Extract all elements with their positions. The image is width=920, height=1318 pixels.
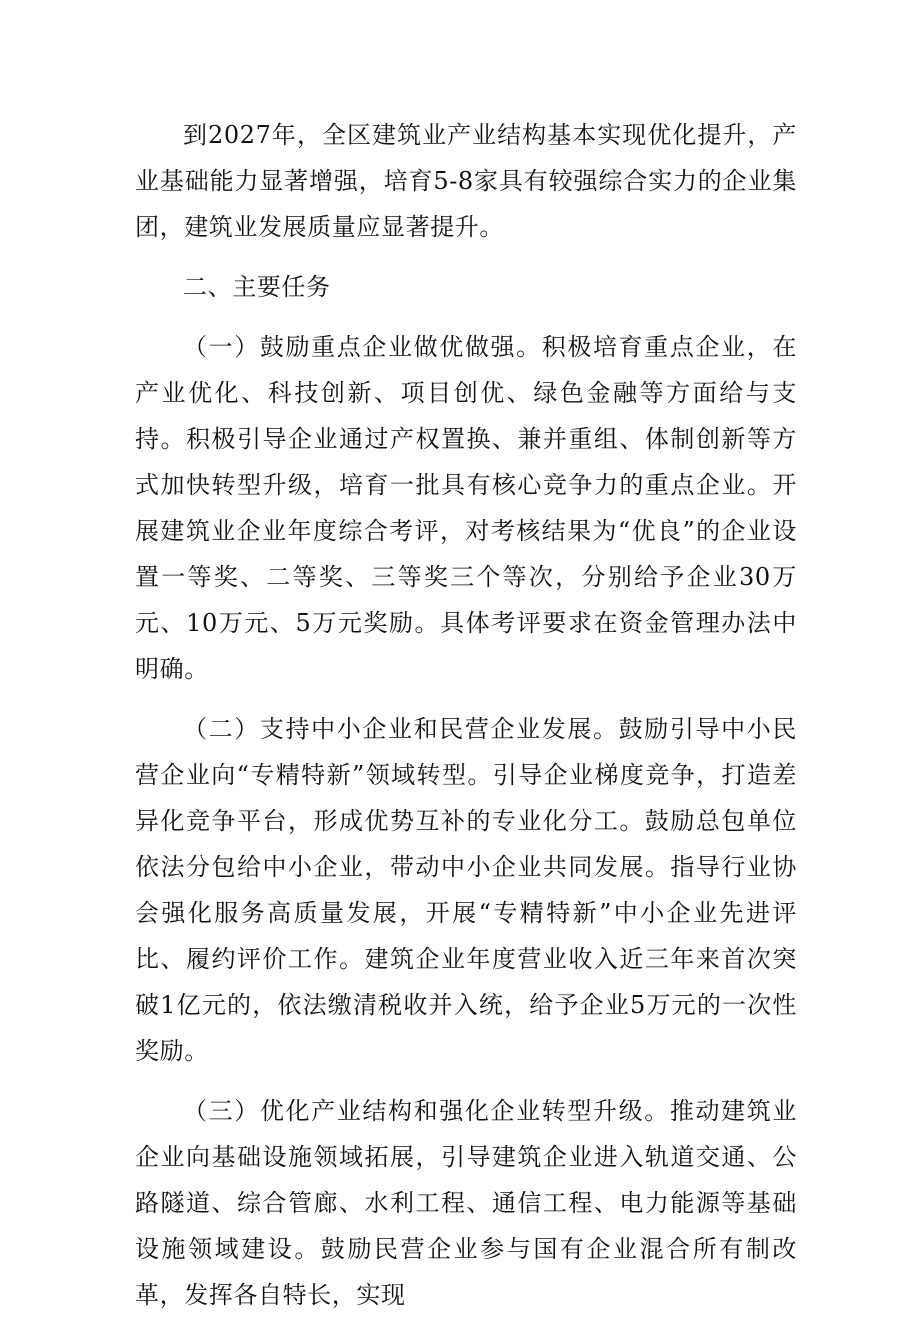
paragraph-goal-2027: 到2027年，全区建筑业产业结构基本实现优化提升，产业基础能力显著增强，培育5-8家具有较强综合实力的企业集团，建筑业发展质量应显著提升。 [135,121,797,241]
paragraph-task-3: （三）优化产业结构和强化企业转型升级。推动建筑业企业向基础设施领域拓展，引导建筑企业进入轨道交通、公路隧道、综合管廊、水利工程、通信工程、电力能源等基础设施领域建设。鼓励民营企业参与国有企业混合所有制改革，发挥各自特长，实现 [135,1097,797,1309]
paragraph-task-1: （一）鼓励重点企业做优做强。积极培育重点企业，在产业优化、科技创新、项目创优、绿色金融等方面给与支持。积极引导企业通过产权置换、兼并重组、体制创新等方式加快转型升级，培育一批具有核心竞争力的重点企业。开展建筑业企业年度综合考评，对考核结果为“优良”的企业设置一等奖、二等奖、三等奖三个等次，分别给予企业30万元、10万元、5万元奖励。具体考评要求在资金管理办法中明确。 [135,333,797,683]
section-heading-main-tasks: 二、主要任务 [183,273,331,301]
document-body [135,112,797,1318]
paragraph-task-2: （二）支持中小企业和民营企业发展。鼓励引导中小民营企业向“专精特新”领域转型。引导企业梯度竞争，打造差异化竞争平台，形成优势互补的专业化分工。鼓励总包单位依法分包给中小企业，带动中小企业共同发展。指导行业协会强化服务高质量发展，开展“专精特新”中小企业先进评比、履约评价工作。建筑企业年度营业收入近三年来首次突破1亿元的，依法缴清税收并入统，给予企业5万元的一次性奖励。 [135,715,797,1065]
